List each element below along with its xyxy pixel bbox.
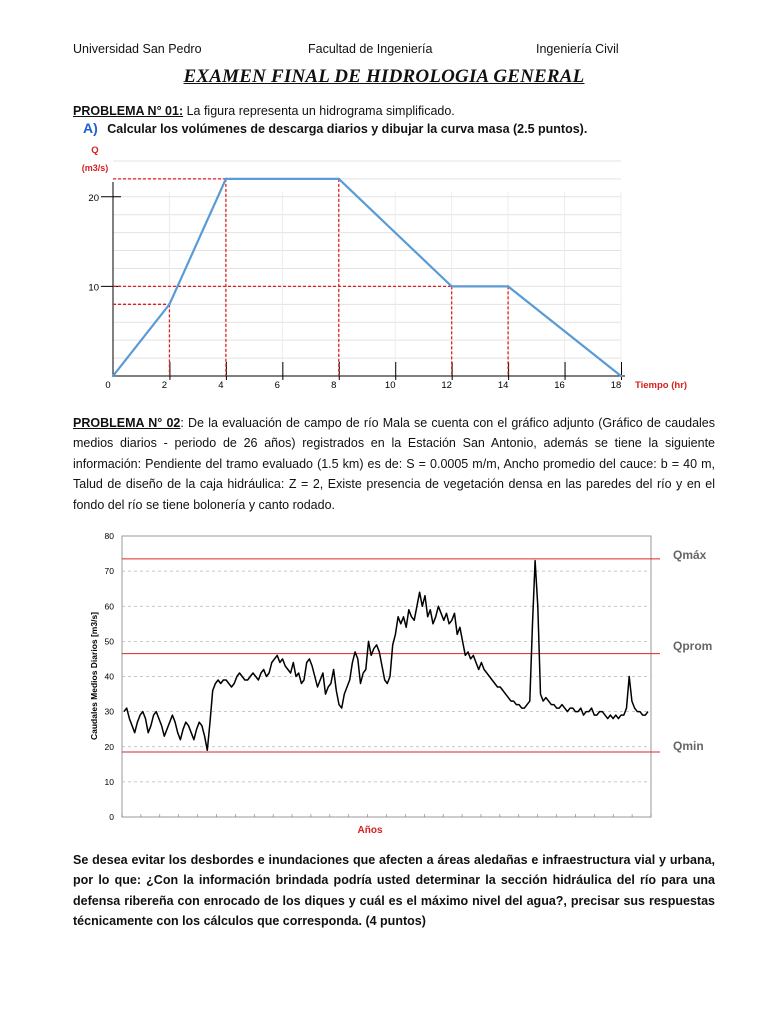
plot-frame — [122, 536, 651, 817]
y-axis-unit: (m3/s) — [81, 163, 109, 173]
y-tick-label: 40 — [104, 671, 114, 682]
school-name: Ingeniería Civil — [536, 42, 619, 56]
series-point — [112, 375, 114, 377]
series-point — [168, 303, 170, 305]
reference-label: Qmáx — [673, 548, 707, 562]
y-tick-label: 10 — [88, 282, 99, 294]
y-tick-label: 20 — [104, 741, 114, 752]
question-text: Se desea evitar los desbordes e inundaciones que afecten a áreas aledañas e infraestructura vial y urbana, por lo que: ¿Con la información brindada podría usted determinar la sección hidráulica del río para una defensa ribereña con enrocado de los diques y cuál es el máximo nivel del agua?, precisar sus respuestas técnicamente con los cálculos que corresponda. — [73, 853, 715, 929]
series-point — [507, 285, 509, 287]
problem1-label: PROBLEMA N° 01: — [73, 104, 184, 118]
hydrograph-chart — [0, 0, 768, 400]
problem2-text: : De la evaluación de campo de río Mala se cuenta con el gráfico adjunto (Gráfico de caudales medios diarios - periodo de 26 años) registrados en la Estación San Antonio, además se tiene la siguiente información: Pendiente del tramo evaluado (1.5 km) es de: S = 0.0005 m/m, Ancho promedio del cauce: b = 40 m, Talud de diseño de la caja hidráulica: Z = 2, Existe presencia de vegetación densa en las paredes del río y en el fondo del río se tiene bolonería y canto rodado. — [73, 416, 715, 512]
x-tick-label: 4 — [218, 380, 224, 391]
x-tick-label: 0 — [105, 380, 111, 391]
x-tick-label: 14 — [497, 380, 509, 391]
exam-title: EXAMEN FINAL DE HIDROLOGIA GENERAL — [183, 66, 585, 87]
faculty-name: Facultad de Ingeniería — [308, 42, 433, 56]
x-tick-label: 16 — [554, 380, 565, 391]
reference-label: Qprom — [673, 639, 713, 653]
x-tick-label: 12 — [441, 380, 452, 391]
series-line — [113, 179, 621, 376]
part-a-label: A) — [83, 120, 98, 136]
y-tick-label: 60 — [104, 601, 114, 612]
series-point — [225, 178, 227, 180]
y-tick-label: 80 — [104, 531, 114, 541]
y-axis-label: Caudales Medios Diarios [m3/s] — [89, 611, 99, 741]
problem2-question — [73, 850, 715, 932]
y-axis-label: Q — [91, 145, 99, 156]
reference-label: Qmin — [673, 739, 704, 753]
y-tick-label: 10 — [104, 776, 114, 787]
series-point — [620, 375, 622, 377]
university-name: Universidad San Pedro — [73, 42, 202, 56]
y-tick-label: 0 — [109, 812, 114, 822]
x-tick-label: 10 — [384, 380, 396, 391]
x-axis-label: Años — [357, 825, 383, 836]
x-tick-label: 8 — [331, 380, 337, 391]
x-tick-label: 18 — [610, 380, 622, 391]
x-tick-label: 6 — [274, 380, 280, 391]
y-tick-label: 70 — [104, 566, 114, 577]
y-tick-label: 50 — [104, 636, 114, 647]
series-line — [124, 561, 648, 751]
series-point — [450, 285, 452, 287]
y-tick-label: 30 — [104, 706, 114, 717]
y-tick-label: 20 — [88, 192, 99, 204]
series-point — [338, 178, 340, 180]
question-points: (4 puntos) — [361, 914, 426, 929]
part-a-text: Calcular los volúmenes de descarga diarios y dibujar la curva masa (2.5 puntos). — [107, 122, 588, 136]
problem1-text: La figura representa un hidrograma simplificado. — [183, 104, 455, 118]
x-tick-label: 2 — [161, 380, 168, 391]
problem2-statement — [73, 413, 715, 515]
x-axis-label: Tiempo (hr) — [635, 380, 688, 391]
problem2-label: PROBLEMA N° 02 — [73, 416, 181, 430]
